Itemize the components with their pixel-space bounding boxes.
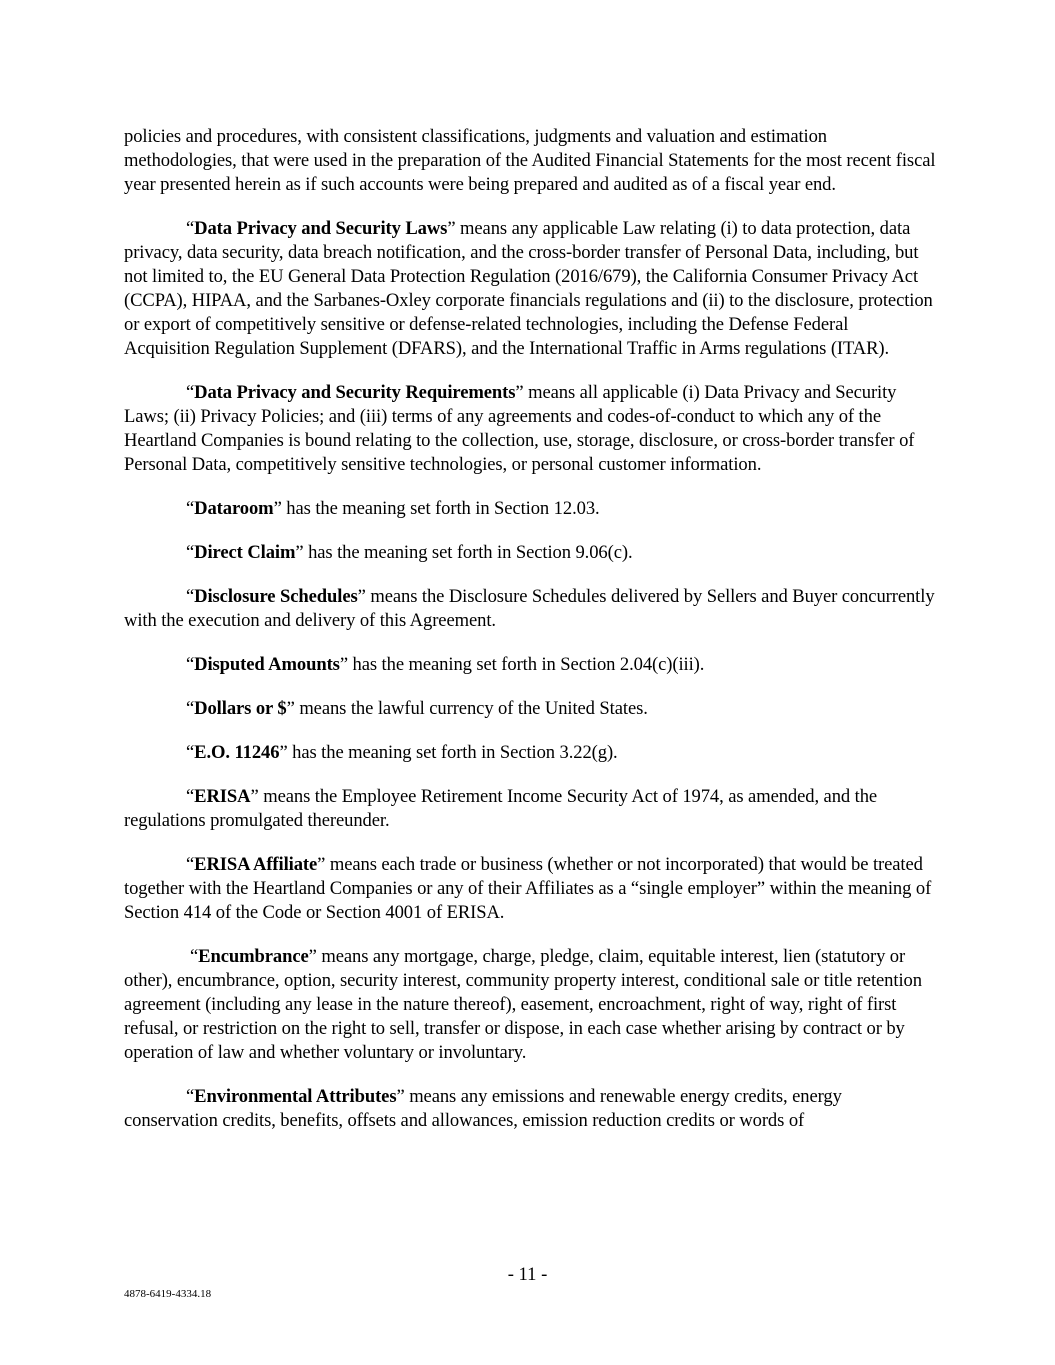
defined-term: Data Privacy and Security Laws [194,218,448,239]
definition-text: has the meaning set forth in Section 2.04(c)(iii). [347,654,705,675]
close-quote: ” [279,742,288,763]
defined-term: Direct Claim [194,542,296,563]
definition-text: has the meaning set forth in Section 12.03. [281,498,600,519]
close-quote: ” [308,946,317,967]
close-quote: ” [250,786,259,807]
close-quote: ” [396,1086,405,1107]
open-quote: “ [186,1086,195,1107]
open-quote: “ [186,586,195,607]
defined-term: Disclosure Schedules [194,586,358,607]
definition-text: means any mortgage, charge, pledge, claim, equitable interest, lien (statutory or other), encumbrance, option, security interest, community property interest, conditional sale or title retention agreement (including any lease in the nature thereof), easement, encroachment, right of way, right of first refusal, or restriction on the right to sell, transfer or dispose, in each case whether arising by contract or by operation of law and whether voluntary or involuntary. [124,946,922,1063]
open-quote: “ [186,498,195,519]
open-quote: “ [186,542,195,563]
close-quote: ” [447,218,456,239]
defined-term: ERISA Affiliate [194,854,318,875]
definition-text: means the lawful currency of the United States. [294,698,648,719]
close-quote: ” [515,382,524,403]
definition-data-privacy-and-security-requirements [124,381,936,477]
definition-dollars [124,697,936,721]
defined-term: Environmental Attributes [194,1086,397,1107]
defined-term: Disputed Amounts [194,654,340,675]
close-quote: ” [273,498,282,519]
open-quote: “ [186,698,195,719]
open-quote: “ [186,854,195,875]
definition-dataroom [124,497,936,521]
open-quote: “ [186,654,195,675]
defined-term: E.O. 11246 [194,742,280,763]
open-quote: “ [186,742,195,763]
definition-encumbrance [124,945,936,1065]
close-quote: ” [339,654,348,675]
close-quote: ” [295,542,304,563]
definition-text: has the meaning set forth in Section 9.06(c). [303,542,633,563]
close-quote: ” [357,586,366,607]
definition-erisa [124,785,936,833]
definition-text: means any emissions and renewable energy credits, energy conservation credits, benefits, offsets and allowances, emission reduction credits or words of [124,1086,842,1131]
definition-eo-11246 [124,741,936,765]
definition-disclosure-schedules [124,585,936,633]
close-quote: ” [286,698,295,719]
definition-text: means each trade or business (whether or not incorporated) that would be treated together with the Heartland Companies or any of their Affiliates as a “single employer” within the meaning of Section 414 of the Code or Section 4001 of ERISA. [124,854,932,923]
defined-term: Data Privacy and Security Requirements [194,382,516,403]
defined-term: Dataroom [194,498,274,519]
definition-text: means the Employee Retirement Income Security Act of 1974, as amended, and the regulations promulgated thereunder. [124,786,878,831]
definition-data-privacy-and-security-laws [124,217,936,361]
definition-text: has the meaning set forth in Section 3.22(g). [287,742,618,763]
opening-paragraph: policies and procedures, with consistent classifications, judgments and valuation and estimation methodologies, that were used in the preparation of the Audited Financial Statements for the most recent fiscal year presented herein as if such accounts were being prepared and audited as of a fiscal year end. [124,126,936,195]
page-number: - 11 - [507,1264,548,1285]
definition-text: means the Disclosure Schedules delivered by Sellers and Buyer concurrently with the execution and delivery of this Agreement. [124,586,935,631]
open-quote: “ [186,382,195,403]
defined-term: Dollars or $ [194,698,287,719]
defined-term: Encumbrance [198,946,309,967]
definition-environmental-attributes [124,1085,936,1133]
open-quote: “ [190,946,199,967]
close-quote: ” [317,854,326,875]
document-id: 4878-6419-4334.18 [124,1288,212,1300]
definition-direct-claim [124,541,936,565]
defined-term: ERISA [194,786,251,807]
definition-erisa-affiliate [124,853,936,925]
definition-disputed-amounts [124,653,936,677]
definition-text: means any applicable Law relating (i) to data protection, data privacy, data security, data breach notification, and the cross-border transfer of Personal Data, including, but not limited to, the EU General Data Protection Regulation (2016/679), the California Consumer Privacy Act (CCPA), HIPAA, and the Sarbanes-Oxley corporate financials regulations and (ii) to the disclosure, protection or export of competitively sensitive or defense-related technologies, including the Defense Federal Acquisition Regulation Supplement (DFARS), and the International Traffic in Arms regulations (ITAR). [124,218,933,359]
open-quote: “ [186,786,195,807]
definition-text: means all applicable (i) Data Privacy and Security Laws; (ii) Privacy Policies; and (iii) terms of any agreements and codes-of-conduct to which any of the Heartland Companies is bound relating to the collection, use, storage, disclosure, or cross-border transfer of Personal Data, competitively sensitive technologies, or personal customer information. [124,382,915,475]
document-body [124,125,936,1153]
open-quote: “ [186,218,195,239]
